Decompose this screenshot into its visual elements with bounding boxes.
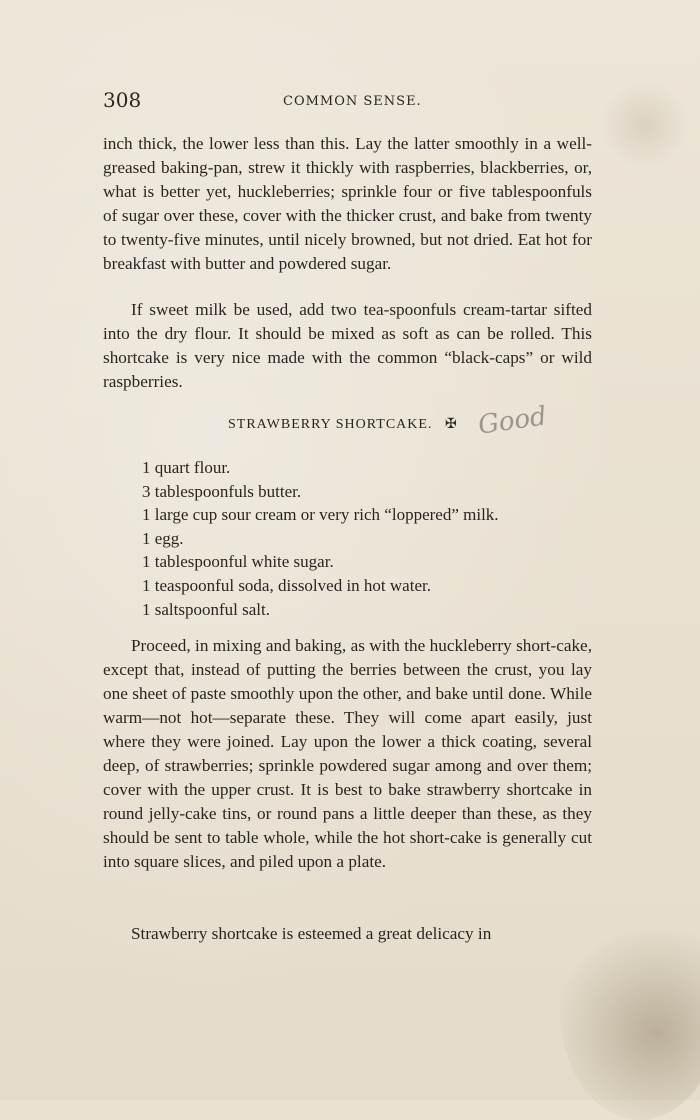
recipe-title-text: STRAWBERRY SHORTCAKE. [228, 417, 433, 432]
paragraph-2: If sweet milk be used, add two tea-spoonfuls cream-tartar sifted into the dry flour. It should be mixed as soft as can be rolled. This shortcake is very nice made with the common “black-caps” or wild raspberries. [103, 300, 592, 391]
paragraph-4-start: Strawberry shortcake is esteemed a great delicacy in [131, 924, 492, 943]
cross-mark-icon: ✠ [444, 417, 458, 432]
ingredient-item: 1 large cup sour cream or very rich “loppered” milk. [142, 505, 499, 525]
running-head: COMMON SENSE. [283, 94, 422, 109]
recipe-title [228, 416, 458, 433]
paragraph-3: Proceed, in mixing and baking, as with the huckleberry short-cake, except that, instead of putting the berries between the crust, you lay one sheet of paste smoothly upon the other, and bake until done. While warm—not hot—separate these. They will come apart easily, just where they were joined. Lay upon the lower a thick coating, several deep, of strawberries; sprinkle powdered sugar among and over them; cover with the upper crust. It is best to bake strawberry shortcake in round jelly-cake tins, or round pans a little deeper than these, as they should be sent to table whole, while the hot short-cake is generally cut into square slices, and piled upon a plate. [103, 636, 592, 871]
page-header [103, 88, 595, 116]
ingredient-item: 3 tablespoonfuls butter. [142, 481, 302, 501]
ingredient-list [142, 456, 499, 621]
ingredient-item: 1 quart flour. [142, 458, 231, 477]
pencil-annotation: Good [476, 401, 549, 441]
foxing-stain-top-right [600, 80, 690, 170]
ingredient-item: 1 teaspoonful soda, dissolved in hot water. [142, 575, 431, 595]
ingredient-item: 1 saltspoonful salt. [142, 599, 270, 619]
ingredient-item: 1 egg. [142, 528, 184, 548]
ingredient-item: 1 tablespoonful white sugar. [142, 552, 334, 572]
page-number: 308 [103, 88, 142, 112]
paragraph-1: inch thick, the lower less than this. Lay the latter smoothly in a well-greased baking-pan, strew it thickly with raspberries, blackberries, or, what is better yet, huckleberries; sprinkle four or five tablespoonfuls of sugar over these, cover with the thicker crust, and bake from twenty to twenty-five minutes, until nicely browned, but not dried. Eat hot for breakfast with butter and powdered sugar. [103, 134, 592, 273]
